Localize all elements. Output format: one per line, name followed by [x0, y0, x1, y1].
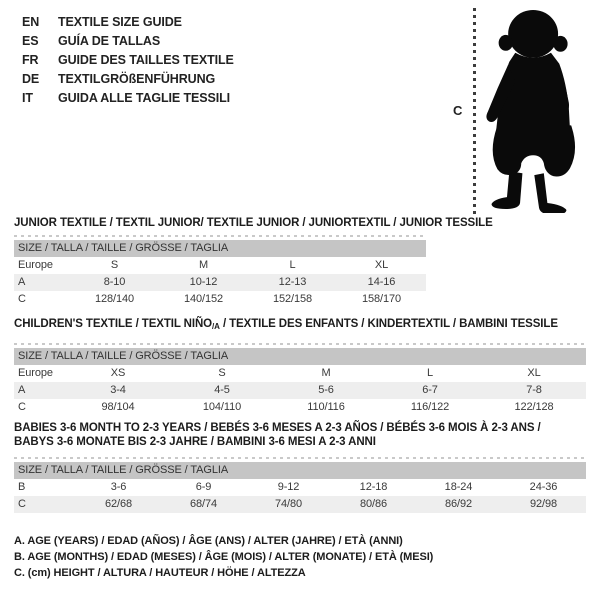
table-row	[14, 274, 426, 291]
junior-size-table	[14, 235, 426, 308]
babies-section-title	[14, 421, 541, 449]
row-label: A	[18, 384, 26, 396]
measure-legend	[14, 533, 433, 581]
table-row	[14, 382, 586, 399]
size-header-bar: SIZE / TALLA / TAILLE / GRÖSSE / TAGLIA	[14, 240, 426, 257]
months-cell: 12-18	[359, 481, 388, 493]
table-row	[14, 399, 586, 416]
legend-line-a: A. AGE (YEARS) / EDAD (AÑOS) / ÂGE (ANS) / ALTER (JAHRE) / ETÀ (ANNI)	[14, 535, 403, 547]
language-row-en	[22, 13, 234, 32]
age-cell: 10-12	[189, 276, 218, 288]
legend-line-b: B. AGE (MONTHS) / EDAD (MESES) / ÂGE (MOIS) / ALTER (MONATE) / ETÀ (MESI)	[14, 551, 434, 563]
table-row	[14, 257, 426, 274]
children-title-subscript: /A	[212, 322, 220, 331]
table-top-dotted-rule	[14, 457, 586, 459]
age-cell: 6-7	[422, 384, 438, 396]
age-cell: 14-16	[367, 276, 396, 288]
height-cell: 140/152	[183, 293, 224, 305]
row-label: Europe	[18, 367, 53, 379]
row-label: C	[18, 498, 26, 510]
size-cell: S	[110, 259, 119, 271]
language-code: IT	[22, 91, 33, 105]
table-top-dotted-rule	[14, 343, 586, 345]
age-cell: 3-4	[110, 384, 126, 396]
baby-silhouette-icon	[482, 8, 589, 213]
size-cell: XL	[374, 259, 389, 271]
height-cell: 110/116	[307, 401, 345, 413]
months-cell: 6-9	[195, 481, 212, 493]
language-label: GUIDE DES TAILLES TEXTILE	[58, 53, 234, 67]
language-code: ES	[22, 34, 39, 48]
language-row-de	[22, 70, 234, 89]
height-cell: 158/170	[361, 293, 402, 305]
children-section-title	[14, 317, 558, 334]
size-cell: XS	[110, 367, 126, 379]
row-label: C	[18, 293, 26, 305]
children-title-prefix: CHILDREN'S TEXTILE / TEXTIL NIÑO	[14, 318, 213, 330]
table-row	[14, 496, 586, 513]
table-row	[14, 291, 426, 308]
size-header-bar: SIZE / TALLA / TAILLE / GRÖSSE / TAGLIA	[14, 462, 586, 479]
size-header-bar: SIZE / TALLA / TAILLE / GRÖSSE / TAGLIA	[14, 348, 586, 365]
row-label: B	[18, 481, 26, 493]
height-cell: 68/74	[189, 498, 218, 510]
height-cell: 80/86	[359, 498, 388, 510]
babies-title-line1: BABIES 3-6 MONTH TO 2-3 YEARS / BEBÉS 3-6 MESES A 2-3 AÑOS / BÉBÉS 3-6 MOIS À 2-3 ANS /	[14, 422, 541, 434]
language-row-it	[22, 89, 234, 108]
months-cell: 9-12	[277, 481, 300, 493]
months-cell: 18-24	[444, 481, 473, 493]
age-cell: 8-10	[103, 276, 126, 288]
age-cell: 12-13	[278, 276, 307, 288]
height-cell: 104/110	[202, 401, 242, 413]
months-cell: 3-6	[110, 481, 127, 493]
babies-size-table	[14, 457, 586, 513]
height-measure-dashed-line	[473, 8, 476, 214]
language-label: GUIDA ALLE TAGLIE TESSILI	[58, 91, 231, 105]
size-cell: M	[198, 259, 209, 271]
table-row	[14, 365, 586, 382]
age-cell: 7-8	[526, 384, 542, 396]
language-code: FR	[22, 53, 39, 67]
age-cell: 5-6	[318, 384, 334, 396]
height-cell: 116/122	[410, 401, 450, 413]
size-cell: XL	[527, 367, 541, 379]
table-row	[14, 479, 586, 496]
language-list	[22, 13, 234, 108]
height-cell: 62/68	[104, 498, 133, 510]
language-label: TEXTILE SIZE GUIDE	[58, 15, 182, 29]
language-label: TEXTILGRÖßENFÜHRUNG	[58, 72, 216, 86]
height-cell: 122/128	[514, 401, 554, 413]
legend-line-c: C. (cm) HEIGHT / ALTURA / HAUTEUR / HÖHE / ALTEZZA	[14, 567, 306, 579]
size-cell: S	[218, 367, 226, 379]
height-cell: 128/140	[94, 293, 135, 305]
row-label: Europe	[18, 259, 53, 271]
row-label: A	[18, 276, 26, 288]
language-code: EN	[22, 15, 40, 29]
size-cell: L	[426, 367, 434, 379]
junior-section-title: JUNIOR TEXTILE / TEXTIL JUNIOR/ TEXTILE JUNIOR / JUNIORTEXTIL / JUNIOR TESSILE	[14, 217, 493, 229]
language-row-es	[22, 32, 234, 51]
language-row-fr	[22, 51, 234, 70]
language-label: GUÍA DE TALLAS	[58, 34, 161, 48]
children-size-table	[14, 343, 586, 416]
size-cell: M	[321, 367, 331, 379]
measure-label-c: C	[453, 103, 463, 118]
height-cell: 152/158	[272, 293, 313, 305]
babies-title-line2: BABYS 3-6 MONATE BIS 2-3 JAHRE / BAMBINI 3-6 MESI A 2-3 ANNI	[14, 436, 376, 448]
size-cell: L	[289, 259, 296, 271]
age-cell: 4-5	[214, 384, 230, 396]
height-cell: 92/98	[529, 498, 558, 510]
height-cell: 86/92	[444, 498, 473, 510]
children-title-suffix: / TEXTILE DES ENFANTS / KINDERTEXTIL / BAMBINI TESSILE	[219, 318, 558, 330]
row-label: C	[18, 401, 26, 413]
height-cell: 98/104	[101, 401, 135, 413]
table-top-dotted-rule	[14, 235, 426, 237]
height-cell: 74/80	[274, 498, 303, 510]
months-cell: 24-36	[529, 481, 558, 493]
language-code: DE	[22, 72, 40, 86]
